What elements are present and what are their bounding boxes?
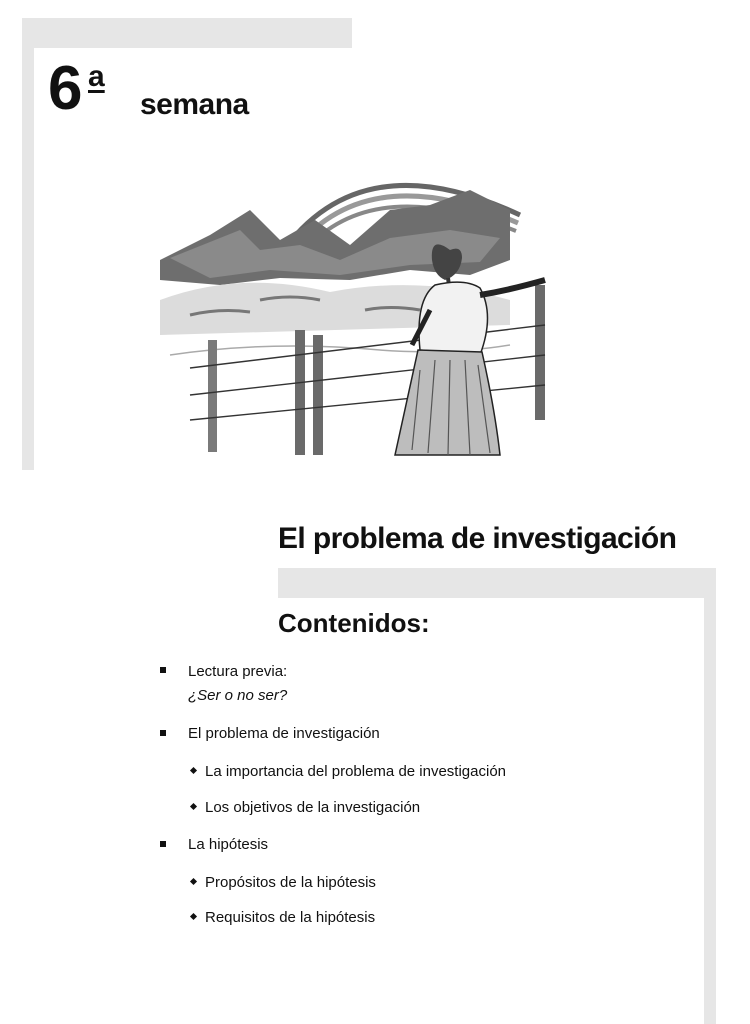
week-label: semana	[140, 88, 249, 121]
header-decor-bar	[22, 18, 352, 48]
woman-at-fence-landscape-rainbow-illustration	[150, 150, 580, 460]
diamond-bullet-icon	[190, 913, 197, 920]
week-number: 6	[48, 54, 81, 123]
week-ordinal: a	[88, 60, 105, 93]
square-bullet-icon	[160, 667, 166, 673]
page-title: El problema de investigación	[278, 522, 677, 555]
right-decor-bar	[704, 568, 716, 1024]
title-decor-bar	[278, 568, 716, 598]
diamond-bullet-icon	[190, 767, 197, 774]
list-item: Lectura previa:	[188, 663, 288, 680]
diamond-bullet-icon	[190, 803, 197, 810]
contents-heading: Contenidos:	[278, 608, 430, 638]
list-item: La hipótesis	[188, 836, 269, 853]
list-item: El problema de investigación	[188, 725, 380, 742]
list-item: La importancia del problema de investigación	[205, 763, 507, 780]
square-bullet-icon	[160, 841, 166, 847]
diamond-bullet-icon	[190, 878, 197, 885]
list-item: Requisitos de la hipótesis	[205, 909, 376, 926]
square-bullet-icon	[160, 730, 166, 736]
list-item: Propósitos de la hipótesis	[205, 874, 376, 891]
left-decor-bar	[22, 18, 34, 470]
list-item-subtext: ¿Ser o no ser?	[188, 687, 288, 704]
list-item: Los objetivos de la investigación	[205, 799, 421, 816]
